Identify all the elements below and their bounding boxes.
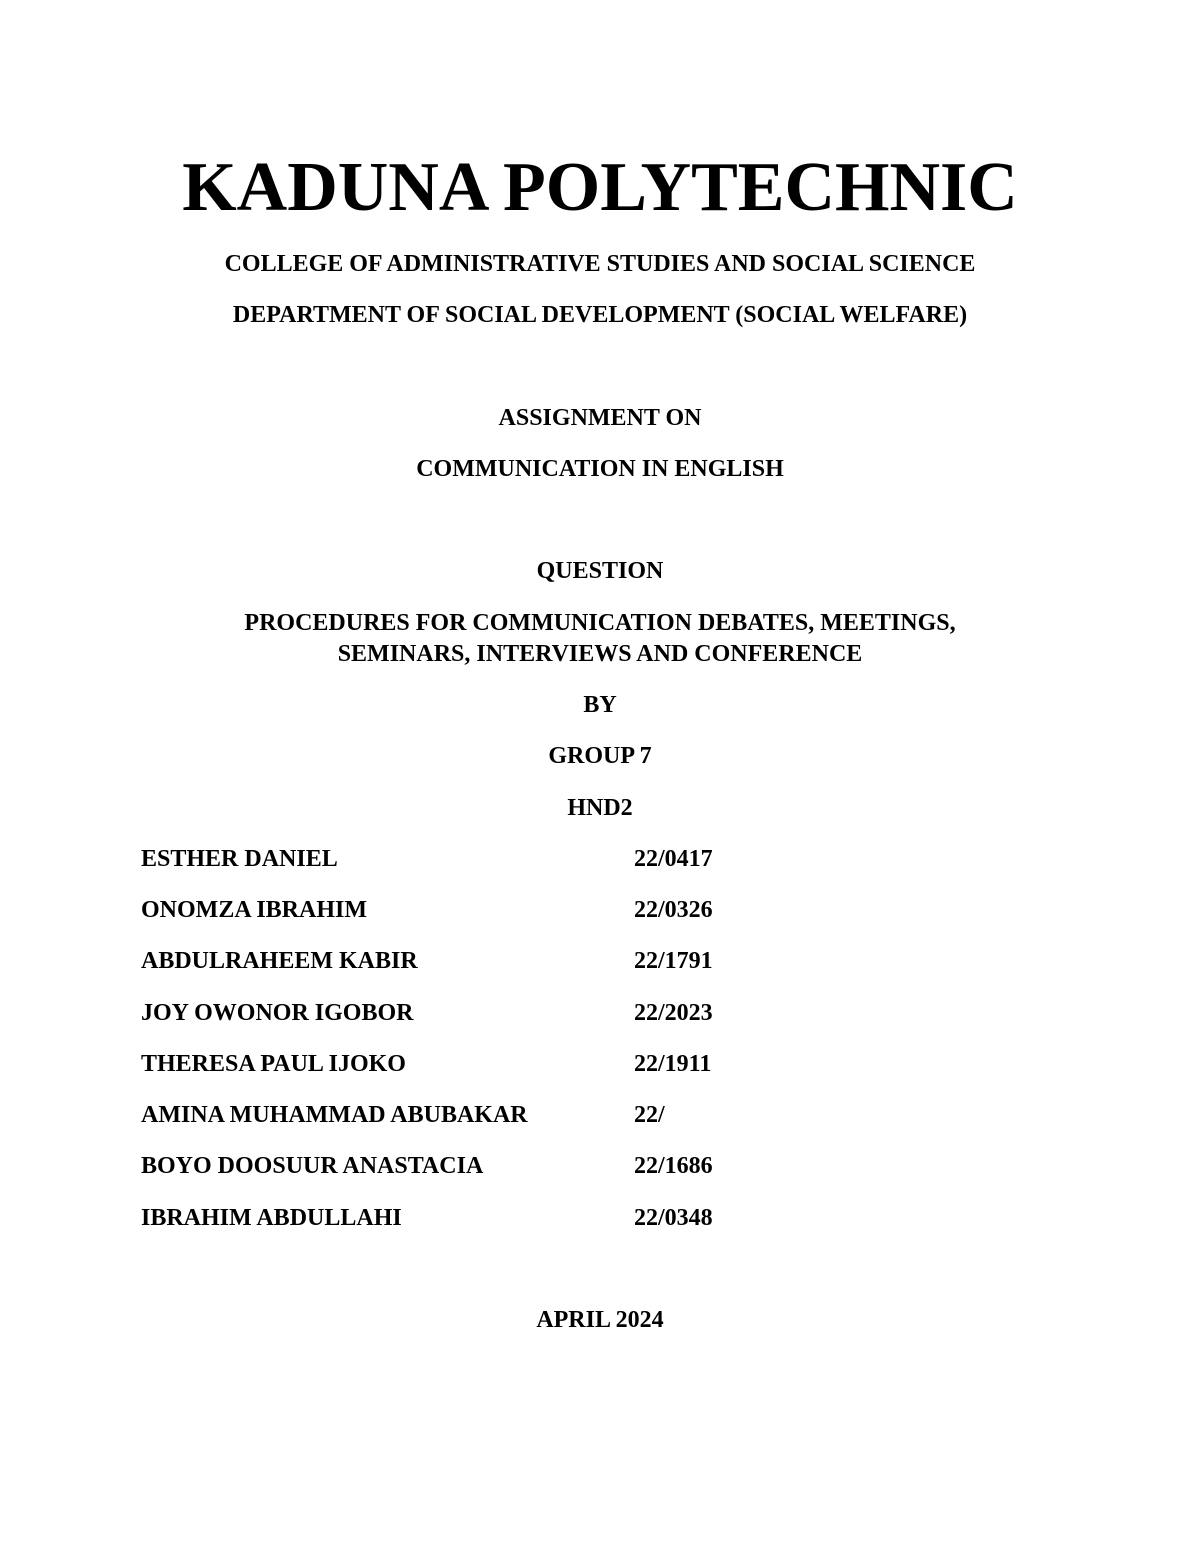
member-name: THERESA PAUL IJOKO	[141, 1051, 406, 1077]
member-name: ESTHER DANIEL	[141, 846, 338, 872]
member-id: 22/0348	[634, 1205, 713, 1231]
member-id: 22/0326	[634, 897, 713, 923]
member-name: JOY OWONOR IGOBOR	[141, 1000, 414, 1026]
member-name: ABDULRAHEEM KABIR	[141, 948, 418, 974]
assignment-heading: ASSIGNMENT ON	[498, 405, 702, 431]
question-text-line-1: PROCEDURES FOR COMMUNICATION DEBATES, MEETINGS,	[244, 610, 956, 636]
member-id: 22/1791	[634, 948, 713, 974]
member-name: ONOMZA IBRAHIM	[141, 897, 368, 923]
member-name: AMINA MUHAMMAD ABUBAKAR	[141, 1102, 528, 1128]
member-id: 22/1911	[634, 1051, 712, 1077]
course-title: COMMUNICATION IN ENGLISH	[416, 456, 784, 482]
institution-name: KADUNA POLYTECHNIC	[182, 149, 1018, 226]
level-label: HND2	[567, 795, 633, 821]
member-id: 22/1686	[634, 1153, 713, 1179]
member-name: BOYO DOOSUUR ANASTACIA	[141, 1153, 484, 1179]
department-name: DEPARTMENT OF SOCIAL DEVELOPMENT (SOCIAL WELFARE)	[232, 302, 968, 328]
member-id: 22/0417	[634, 846, 713, 872]
question-heading: QUESTION	[536, 558, 664, 584]
member-id: 22/	[634, 1102, 665, 1128]
member-name: IBRAHIM ABDULLAHI	[141, 1205, 402, 1231]
submission-date: APRIL 2024	[536, 1307, 664, 1333]
question-text-line-2: SEMINARS, INTERVIEWS AND CONFERENCE	[337, 641, 863, 667]
college-name: COLLEGE OF ADMINISTRATIVE STUDIES AND SOCIAL SCIENCE	[224, 251, 976, 277]
member-id: 22/2023	[634, 1000, 713, 1026]
group-label: GROUP 7	[548, 743, 652, 769]
by-label: BY	[583, 692, 617, 718]
